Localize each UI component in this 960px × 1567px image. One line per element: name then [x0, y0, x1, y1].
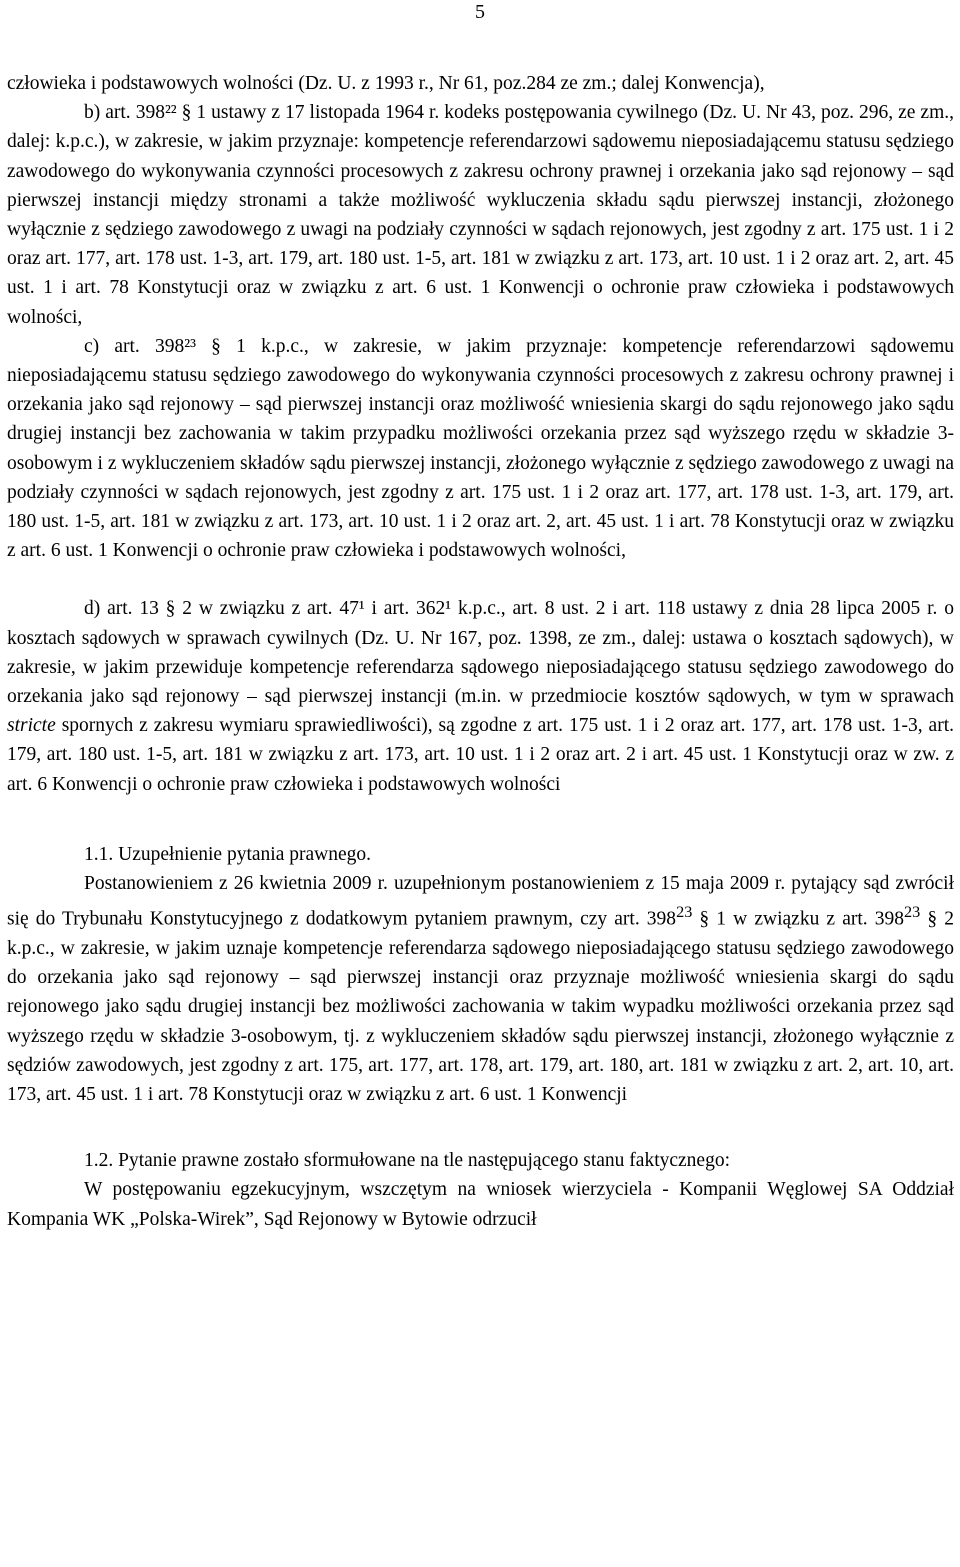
page-number: 5	[475, 1, 485, 23]
item-d-tail: spornych z zakresu wymiaru sprawiedliwości), są zgodne z art. 175 ust. 1 i 2 oraz art. 177, art. 178 ust. 1-3, art. 179, art. 180 ust. 1-5, art. 181 w związku z art. 173, art. 10 ust. 1 i 2 oraz art. 2 i art. 45 ust. 1 Konstytucji oraz w zw. z art. 6 Konwencji o ochronie praw człowieka i podstawowych wolności	[7, 715, 954, 795]
paragraph-postanowienie	[7, 869, 954, 1109]
paragraph-postanowienie-c: § 2 k.p.c., w zakresie, w jakim uznaje kompetencje referendarza sądowego nieposiadającego statusu sędziego zawodowego do orzekania jako sąd rejonowy – sąd pierwszej instancji oraz przyznaje możliwość wniesienia skargi do sądu rejonowego jako sądu drugiej instancji bez możliwości zachowania w takim wypadku możliwości orzekania przez sąd wyższego rzędu w składzie 3-osobowym, tj. z wykluczeniem składów sądu pierwszej instancji, złożonego wyłącznie z sędziów zawodowych, jest zgodny z art. 175, art. 177, art. 178, art. 179, art. 180, art. 181 w związku z art. 2, art. 10, art. 173, art. 45 ust. 1 i art. 78 Konstytucji oraz w związku z art. 6 ust. 1 Konwencji	[7, 908, 954, 1105]
paragraph-postanowienie-a: Postanowieniem z 26 kwietnia 2009 r. uzupełnionym postanowieniem z 15 maja 2009 r. pytający sąd zwrócił się do Trybunału Konstytucyjnego z dodatkowym pytaniem prawnym, czy art. 398	[7, 873, 954, 930]
superscript-23-a: 23	[676, 903, 693, 922]
paragraph-konwencja-ref: człowieka i podstawowych wolności (Dz. U. z 1993 r., Nr 61, poz.284 ze zm.; dalej Konwencja),	[7, 73, 765, 94]
paragraph-postanowienie-b: § 1 w związku z art. 398	[692, 908, 905, 930]
superscript-23-b: 23	[904, 903, 921, 922]
document-body	[7, 69, 954, 1234]
item-d	[7, 594, 954, 798]
item-c: c) art. 398²³ § 1 k.p.c., w zakresie, w jakim przyznaje: kompetencje referendarzowi sądowemu nieposiadającemu statusu sędziego zawodowego do wykonywania czynności procesowych z zakresu ochrony prawnej i orzekania jako sąd rejonowy – sąd pierwszej instancji oraz możliwość wniesienia skargi do sądu rejonowego jako sądu drugiej instancji bez zachowania w takim przypadku możliwości orzekania przez sąd wyższego rzędu w składzie 3- osobowym i z wykluczeniem składów sądu pierwszej instancji, złożonego wyłącznie z sędziego zawodowego z uwagi na podziały czynności w sądach rejonowych, jest zgodny z art. 175 ust. 1 i 2 oraz art. 177, art. 178 ust. 1-3, art. 179, art. 180 ust. 1-5, art. 181 w związku z art. 173, art. 10 ust. 1 i 2 oraz art. 2, art. 45 ust. 1 i art. 78 Konstytucji oraz w związku z art. 6 ust. 1 Konwencji o ochronie praw człowieka i podstawowych wolności,	[7, 335, 954, 562]
heading-1-1: 1.1. Uzupełnienie pytania prawnego.	[84, 843, 371, 865]
item-d-text: d) art. 13 § 2 w związku z art. 47¹ i art. 362¹ k.p.c., art. 8 ust. 2 i art. 118 ustawy z dnia 28 lipca 2005 r. o kosztach sądowych w sprawach cywilnych (Dz. U. Nr 167, poz. 1398, ze zm., dalej: ustawa o kosztach sądowych), w zakresie, w jakim przewiduje kompetencje referendarza sądowego nieposiadającego statusu sędziego zawodowego do orzekania jako sąd rejonowy – sąd pierwszej instancji (m.in. w przedmiocie kosztów sądowych, w tym w sprawach	[7, 598, 954, 708]
item-b: b) art. 398²² § 1 ustawy z 17 listopada 1964 r. kodeks postępowania cywilnego (Dz. U. Nr 43, poz. 296, ze zm., dalej: k.p.c.), w zakresie, w jakim przyznaje: kompetencje referendarzowi sądowemu nieposiadającemu statusu sędziego zawodowego do wykonywania czynności procesowych z zakresu ochrony prawnej i orzekania jako sąd rejonowy – sąd pierwszej instancji między stronami a także możliwość wykluczenia składu sądu pierwszej instancji, złożonego wyłącznie z sędziego zawodowego z uwagi na podziały czynności w sądach rejonowych, jest zgodny z art. 175 ust. 1 i 2 oraz art. 177, art. 178 ust. 1-3, art. 179, art. 180 ust. 1-5, art. 181 w związku z art. 173, art. 10 ust. 1 i 2 oraz art. 2, art. 45 ust. 1 i art. 78 Konstytucji oraz w związku z art. 6 ust. 1 Konwencji o ochronie praw człowieka i podstawowych wolności,	[7, 102, 954, 328]
paragraph-postepowanie: W postępowaniu egzekucyjnym, wszczętym na wniosek wierzyciela - Kompanii Węglowej SA Oddział Kompania WK „Polska-Wirek”, Sąd Rejonowy w Bytowie odrzucił	[7, 1179, 954, 1230]
italic-term: stricte	[7, 715, 56, 737]
heading-1-2: 1.2. Pytanie prawne zostało sformułowane na tle następującego stanu faktycznego:	[84, 1150, 730, 1172]
